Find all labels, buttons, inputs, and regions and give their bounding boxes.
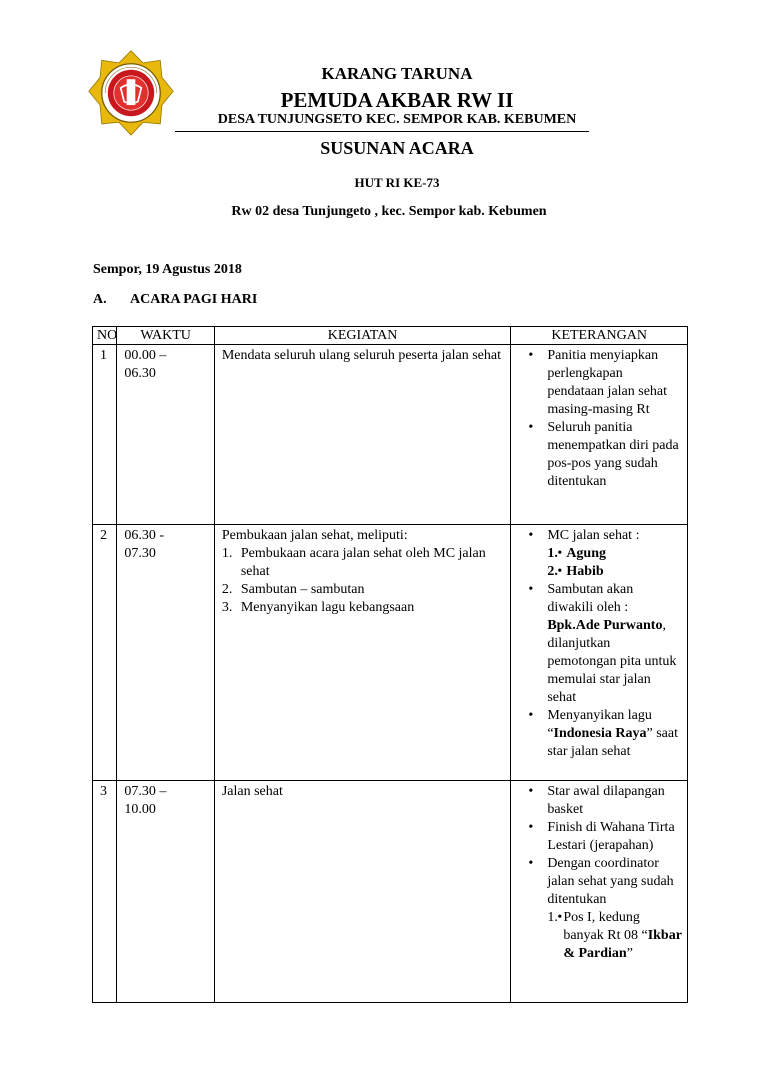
row-notes — [511, 781, 688, 1003]
note-item — [518, 855, 682, 963]
row-no: 1 — [93, 345, 117, 525]
row-activity: Mendata seluruh ulang seluruh peserta jalan sehat — [214, 345, 510, 525]
post-item: • 1. Pos I, kedung banyak Rt 08 “Ikbar & Pardian” — [547, 909, 682, 963]
time-start: 07.30 – — [124, 784, 167, 799]
table-row — [93, 345, 688, 525]
note-text: MC jalan sehat : — [547, 528, 640, 543]
table-row — [93, 781, 688, 1003]
org-unit: PEMUDA AKBAR RW II — [280, 88, 514, 112]
note-item: • Menyanyikan lagu “Indonesia Raya” saat star jalan sehat — [518, 707, 682, 761]
time-end: 10.00 — [124, 802, 156, 817]
note-text: Sambutan akan diwakili oleh : — [547, 582, 634, 615]
row-no: 3 — [93, 781, 117, 1003]
activity-item: 3. Menyanyikan lagu kebangsaan — [221, 600, 415, 615]
table-header-row — [93, 327, 688, 345]
header-keterangan: KETERANGAN — [511, 327, 688, 345]
row-notes — [511, 345, 688, 525]
section-letter: A. — [93, 292, 107, 307]
event-location: Rw 02 desa Tunjungeto , kec. Sempor kab. Kebumen — [231, 204, 547, 219]
row-time — [117, 345, 214, 525]
row-activity — [214, 525, 510, 781]
activity-item: 1. Pembukaan acara jalan sehat oleh MC jalan sehat — [221, 546, 486, 579]
section-heading — [93, 292, 257, 308]
note-text: Dengan coordinator jalan sehat yang sudah ditentukan — [547, 856, 674, 907]
note-text: saat star jalan sehat — [547, 726, 678, 759]
mc-name-text: Agung — [566, 546, 606, 561]
table-row — [93, 525, 688, 781]
note-item — [518, 581, 682, 707]
note-text: , dilanjutkan pemotongan pita untuk memulai star jalan sehat — [547, 618, 677, 705]
event-name: HUT RI KE-73 — [354, 175, 440, 190]
row-no: 2 — [93, 525, 117, 781]
post-officers: Ikbar & Pardian — [563, 928, 682, 961]
row-time — [117, 781, 214, 1003]
activity-item-text: Pembukaan acara jalan sehat oleh MC jalan sehat — [240, 546, 486, 579]
time-start: 00.00 – — [124, 348, 167, 363]
org-name: KARANG TARUNA — [321, 64, 473, 83]
section-title: ACARA PAGI HARI — [130, 292, 258, 307]
note-item — [518, 527, 682, 581]
note-item: • Panitia menyiapkan perlengkapan pendataan jalan sehat masing-masing Rt — [518, 347, 682, 419]
document-title: SUSUNAN ACARA — [320, 138, 474, 158]
mc-name: • 2. Habib — [547, 563, 682, 581]
header-kegiatan: KEGIATAN — [214, 327, 510, 345]
time-end: 07.30 — [124, 546, 156, 561]
org-address: DESA TUNJUNGSETO KEC. SEMPOR KAB. KEBUMEN — [217, 112, 577, 127]
header-divider — [175, 131, 589, 132]
header-waktu: WAKTU — [117, 327, 214, 345]
row-activity: Jalan sehat — [214, 781, 510, 1003]
date-line: Sempor, 19 Agustus 2018 — [93, 262, 242, 277]
schedule-table — [92, 326, 688, 1003]
note-item: • Star awal dilapangan basket — [518, 783, 682, 819]
note-text: Menyanyikan lagu — [547, 708, 652, 723]
song-name: Indonesia Raya — [553, 726, 647, 741]
mc-name-text: Habib — [566, 564, 604, 579]
time-start: 06.30 - — [124, 528, 165, 543]
activity-item: 2. Sambutan – sambutan — [221, 582, 365, 597]
post-text: Pos I, kedung banyak Rt 08 — [563, 910, 640, 943]
mc-name: • 1. Agung — [547, 545, 682, 563]
row-notes — [511, 525, 688, 781]
row-time — [117, 525, 214, 781]
activity-intro: Pembukaan jalan sehat, meliputi: — [221, 528, 408, 543]
note-item: • Seluruh panitia menempatkan diri pada pos-pos yang sudah ditentukan — [518, 419, 682, 491]
activity-item-text: Menyanyikan lagu kebangsaan — [240, 600, 415, 615]
time-end: 06.30 — [124, 366, 156, 381]
speaker-name: Bpk.Ade Purwanto — [547, 618, 663, 633]
header-no: NO — [93, 327, 117, 345]
activity-item-text: Sambutan – sambutan — [240, 582, 365, 597]
note-item: • Finish di Wahana Tirta Lestari (jerapahan) — [518, 819, 682, 855]
